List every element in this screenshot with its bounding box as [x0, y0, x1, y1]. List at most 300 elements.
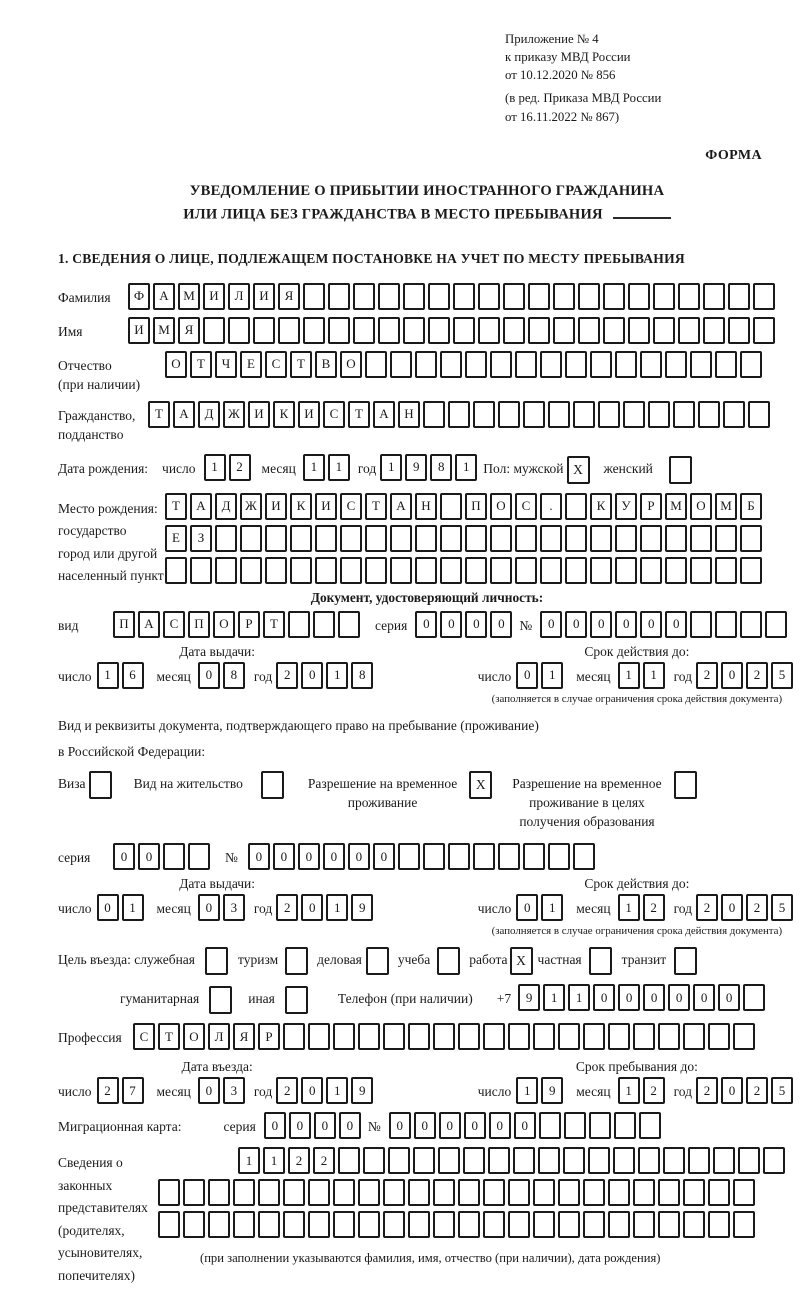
char-cell-empty[interactable] — [483, 1023, 505, 1050]
char-cell-empty[interactable] — [333, 1023, 355, 1050]
char-cell-filled[interactable]: И — [253, 283, 275, 310]
char-cell-filled[interactable]: С — [323, 401, 345, 428]
char-cell-filled[interactable]: 2 — [696, 662, 718, 689]
char-cell-empty[interactable] — [358, 1023, 380, 1050]
char-cell-empty[interactable] — [614, 1112, 636, 1139]
char-cell-empty[interactable] — [573, 843, 595, 870]
char-cell-empty[interactable] — [688, 1147, 710, 1174]
char-cell-filled[interactable]: 5 — [771, 894, 793, 921]
char-cell-filled[interactable]: 1 — [204, 454, 226, 481]
char-cell-filled[interactable]: О — [490, 493, 512, 520]
char-cell-empty[interactable] — [763, 1147, 785, 1174]
char-cell-filled[interactable]: 0 — [465, 611, 487, 638]
char-cell-filled[interactable]: И — [248, 401, 270, 428]
char-cell-filled[interactable]: 0 — [514, 1112, 536, 1139]
char-cell-empty[interactable] — [553, 283, 575, 310]
char-cell-empty[interactable] — [190, 557, 212, 584]
char-cell-empty[interactable] — [653, 283, 675, 310]
char-cell-empty[interactable] — [638, 1147, 660, 1174]
char-cell-empty[interactable] — [388, 1147, 410, 1174]
char-cell-filled[interactable]: 0 — [464, 1112, 486, 1139]
char-cell-filled[interactable]: 2 — [97, 1077, 119, 1104]
char-cell-empty[interactable] — [678, 317, 700, 344]
char-cell-filled[interactable]: Т — [148, 401, 170, 428]
char-cell-empty[interactable] — [708, 1211, 730, 1238]
char-cell-empty[interactable] — [608, 1179, 630, 1206]
char-cell-empty[interactable] — [465, 525, 487, 552]
char-cell-empty[interactable] — [333, 1211, 355, 1238]
char-cell-filled[interactable]: С — [265, 351, 287, 378]
char-cell-empty[interactable] — [413, 1147, 435, 1174]
char-cell-empty[interactable] — [658, 1179, 680, 1206]
char-cell-empty[interactable] — [353, 283, 375, 310]
char-cell-filled[interactable]: О — [183, 1023, 205, 1050]
char-cell-empty[interactable] — [683, 1179, 705, 1206]
char-cell-filled[interactable]: 0 — [414, 1112, 436, 1139]
char-cell-filled[interactable]: 2 — [313, 1147, 335, 1174]
char-cell-empty[interactable] — [403, 317, 425, 344]
checkbox-empty[interactable] — [205, 947, 228, 975]
char-cell-empty[interactable] — [703, 317, 725, 344]
char-cell-empty[interactable] — [623, 401, 645, 428]
char-cell-filled[interactable]: 0 — [198, 894, 220, 921]
char-cell-filled[interactable]: В — [315, 351, 337, 378]
char-cell-filled[interactable]: Д — [215, 493, 237, 520]
char-cell-filled[interactable]: М — [715, 493, 737, 520]
char-cell-filled[interactable]: А — [373, 401, 395, 428]
checkbox-empty[interactable] — [89, 771, 112, 799]
char-cell-empty[interactable] — [233, 1211, 255, 1238]
char-cell-empty[interactable] — [303, 317, 325, 344]
char-cell-filled[interactable]: Ч — [215, 351, 237, 378]
char-cell-filled[interactable]: 3 — [223, 1077, 245, 1104]
char-cell-empty[interactable] — [703, 283, 725, 310]
char-cell-empty[interactable] — [383, 1211, 405, 1238]
char-cell-empty[interactable] — [333, 1179, 355, 1206]
char-cell-filled[interactable]: 2 — [643, 1077, 665, 1104]
char-cell-filled[interactable]: 0 — [489, 1112, 511, 1139]
char-cell-empty[interactable] — [583, 1211, 605, 1238]
char-cell-empty[interactable] — [433, 1211, 455, 1238]
char-cell-filled[interactable]: 9 — [518, 984, 540, 1011]
char-cell-empty[interactable] — [540, 351, 562, 378]
char-cell-filled[interactable]: М — [665, 493, 687, 520]
char-cell-filled[interactable]: 0 — [415, 611, 437, 638]
checkbox-empty[interactable] — [674, 947, 697, 975]
char-cell-empty[interactable] — [315, 525, 337, 552]
char-cell-filled[interactable]: 0 — [615, 611, 637, 638]
char-cell-filled[interactable]: 0 — [490, 611, 512, 638]
checkbox-empty[interactable] — [285, 947, 308, 975]
char-cell-filled[interactable]: Т — [365, 493, 387, 520]
char-cell-empty[interactable] — [465, 351, 487, 378]
char-cell-empty[interactable] — [463, 1147, 485, 1174]
char-cell-empty[interactable] — [358, 1211, 380, 1238]
char-cell-empty[interactable] — [363, 1147, 385, 1174]
char-cell-filled[interactable]: 0 — [721, 662, 743, 689]
char-cell-empty[interactable] — [728, 317, 750, 344]
char-cell-empty[interactable] — [290, 525, 312, 552]
char-cell-empty[interactable] — [558, 1179, 580, 1206]
char-cell-filled[interactable]: 2 — [696, 1077, 718, 1104]
char-cell-empty[interactable] — [340, 525, 362, 552]
char-cell-empty[interactable] — [508, 1023, 530, 1050]
char-cell-empty[interactable] — [338, 1147, 360, 1174]
char-cell-empty[interactable] — [440, 525, 462, 552]
char-cell-empty[interactable] — [365, 557, 387, 584]
char-cell-filled[interactable]: А — [190, 493, 212, 520]
char-cell-filled[interactable]: Р — [238, 611, 260, 638]
char-cell-empty[interactable] — [473, 401, 495, 428]
char-cell-empty[interactable] — [183, 1211, 205, 1238]
char-cell-filled[interactable]: 0 — [323, 843, 345, 870]
char-cell-filled[interactable]: Д — [198, 401, 220, 428]
char-cell-empty[interactable] — [698, 401, 720, 428]
char-cell-filled[interactable]: 0 — [718, 984, 740, 1011]
char-cell-filled[interactable]: 1 — [380, 454, 402, 481]
char-cell-empty[interactable] — [228, 317, 250, 344]
char-cell-filled[interactable]: У — [615, 493, 637, 520]
char-cell-filled[interactable]: 2 — [276, 894, 298, 921]
char-cell-empty[interactable] — [548, 401, 570, 428]
char-cell-filled[interactable]: 1 — [618, 662, 640, 689]
char-cell-filled[interactable]: Е — [165, 525, 187, 552]
char-cell-empty[interactable] — [423, 401, 445, 428]
char-cell-filled[interactable]: 1 — [303, 454, 325, 481]
char-cell-empty[interactable] — [533, 1179, 555, 1206]
char-cell-empty[interactable] — [215, 525, 237, 552]
char-cell-empty[interactable] — [503, 283, 525, 310]
char-cell-empty[interactable] — [673, 401, 695, 428]
char-cell-empty[interactable] — [640, 351, 662, 378]
char-cell-filled[interactable]: Н — [398, 401, 420, 428]
char-cell-filled[interactable]: 2 — [696, 894, 718, 921]
char-cell-empty[interactable] — [690, 611, 712, 638]
char-cell-empty[interactable] — [590, 557, 612, 584]
char-cell-filled[interactable]: О — [213, 611, 235, 638]
char-cell-filled[interactable]: 0 — [373, 843, 395, 870]
char-cell-empty[interactable] — [558, 1023, 580, 1050]
char-cell-empty[interactable] — [653, 317, 675, 344]
char-cell-filled[interactable]: И — [265, 493, 287, 520]
char-cell-filled[interactable]: 0 — [516, 894, 538, 921]
char-cell-filled[interactable]: Ж — [240, 493, 262, 520]
char-cell-empty[interactable] — [558, 1211, 580, 1238]
char-cell-filled[interactable]: 1 — [455, 454, 477, 481]
char-cell-filled[interactable]: 0 — [301, 894, 323, 921]
char-cell-empty[interactable] — [615, 351, 637, 378]
char-cell-empty[interactable] — [498, 401, 520, 428]
char-cell-filled[interactable]: 1 — [568, 984, 590, 1011]
char-cell-filled[interactable]: 0 — [113, 843, 135, 870]
char-cell-empty[interactable] — [563, 1147, 585, 1174]
char-cell-empty[interactable] — [163, 843, 185, 870]
char-cell-empty[interactable] — [615, 525, 637, 552]
char-cell-empty[interactable] — [283, 1023, 305, 1050]
char-cell-empty[interactable] — [740, 557, 762, 584]
char-cell-filled[interactable]: 5 — [771, 1077, 793, 1104]
char-cell-empty[interactable] — [328, 283, 350, 310]
char-cell-empty[interactable] — [503, 317, 525, 344]
char-cell-filled[interactable]: 0 — [289, 1112, 311, 1139]
char-cell-empty[interactable] — [523, 401, 545, 428]
char-cell-filled[interactable]: Л — [208, 1023, 230, 1050]
char-cell-empty[interactable] — [390, 525, 412, 552]
char-cell-filled[interactable]: 0 — [138, 843, 160, 870]
char-cell-empty[interactable] — [715, 557, 737, 584]
char-cell-filled[interactable]: 0 — [248, 843, 270, 870]
char-cell-empty[interactable] — [490, 351, 512, 378]
char-cell-empty[interactable] — [498, 843, 520, 870]
char-cell-empty[interactable] — [473, 843, 495, 870]
char-cell-empty[interactable] — [753, 283, 775, 310]
char-cell-empty[interactable] — [738, 1147, 760, 1174]
char-cell-filled[interactable]: С — [133, 1023, 155, 1050]
char-cell-filled[interactable]: Б — [740, 493, 762, 520]
char-cell-empty[interactable] — [490, 525, 512, 552]
char-cell-filled[interactable]: 7 — [122, 1077, 144, 1104]
char-cell-empty[interactable] — [533, 1023, 555, 1050]
char-cell-empty[interactable] — [658, 1023, 680, 1050]
char-cell-filled[interactable]: . — [540, 493, 562, 520]
char-cell-empty[interactable] — [588, 1147, 610, 1174]
char-cell-filled[interactable]: 2 — [276, 662, 298, 689]
char-cell-empty[interactable] — [465, 557, 487, 584]
char-cell-filled[interactable]: А — [173, 401, 195, 428]
char-cell-empty[interactable] — [615, 557, 637, 584]
char-cell-filled[interactable]: 5 — [771, 662, 793, 689]
char-cell-filled[interactable]: С — [515, 493, 537, 520]
char-cell-filled[interactable]: 2 — [229, 454, 251, 481]
char-cell-empty[interactable] — [353, 317, 375, 344]
char-cell-filled[interactable]: Я — [233, 1023, 255, 1050]
char-cell-empty[interactable] — [408, 1211, 430, 1238]
char-cell-filled[interactable]: Л — [228, 283, 250, 310]
char-cell-empty[interactable] — [423, 843, 445, 870]
char-cell-filled[interactable]: 0 — [665, 611, 687, 638]
char-cell-empty[interactable] — [523, 843, 545, 870]
char-cell-empty[interactable] — [608, 1023, 630, 1050]
char-cell-empty[interactable] — [378, 317, 400, 344]
char-cell-empty[interactable] — [589, 1112, 611, 1139]
char-cell-filled[interactable]: 1 — [326, 1077, 348, 1104]
char-cell-filled[interactable]: 0 — [721, 1077, 743, 1104]
char-cell-empty[interactable] — [553, 317, 575, 344]
char-cell-filled[interactable]: 9 — [405, 454, 427, 481]
char-cell-empty[interactable] — [665, 351, 687, 378]
char-cell-empty[interactable] — [708, 1023, 730, 1050]
char-cell-empty[interactable] — [390, 351, 412, 378]
char-cell-empty[interactable] — [573, 401, 595, 428]
char-cell-empty[interactable] — [690, 557, 712, 584]
char-cell-filled[interactable]: П — [113, 611, 135, 638]
char-cell-filled[interactable]: 0 — [97, 894, 119, 921]
char-cell-empty[interactable] — [628, 283, 650, 310]
char-cell-empty[interactable] — [590, 351, 612, 378]
char-cell-empty[interactable] — [708, 1179, 730, 1206]
char-cell-filled[interactable]: А — [138, 611, 160, 638]
checkbox-empty[interactable] — [589, 947, 612, 975]
char-cell-empty[interactable] — [258, 1179, 280, 1206]
char-cell-empty[interactable] — [765, 611, 787, 638]
char-cell-filled[interactable]: 0 — [314, 1112, 336, 1139]
char-cell-filled[interactable]: 0 — [439, 1112, 461, 1139]
char-cell-empty[interactable] — [315, 557, 337, 584]
char-cell-filled[interactable]: 2 — [643, 894, 665, 921]
char-cell-empty[interactable] — [365, 351, 387, 378]
char-cell-empty[interactable] — [215, 557, 237, 584]
char-cell-empty[interactable] — [715, 525, 737, 552]
char-cell-empty[interactable] — [633, 1179, 655, 1206]
char-cell-empty[interactable] — [490, 557, 512, 584]
char-cell-filled[interactable]: 9 — [541, 1077, 563, 1104]
char-cell-empty[interactable] — [483, 1179, 505, 1206]
char-cell-empty[interactable] — [358, 1179, 380, 1206]
char-cell-filled[interactable]: 0 — [668, 984, 690, 1011]
char-cell-empty[interactable] — [165, 557, 187, 584]
char-cell-filled[interactable]: М — [153, 317, 175, 344]
char-cell-filled[interactable]: Т — [190, 351, 212, 378]
char-cell-empty[interactable] — [240, 557, 262, 584]
char-cell-empty[interactable] — [548, 843, 570, 870]
char-cell-empty[interactable] — [733, 1023, 755, 1050]
char-cell-empty[interactable] — [565, 525, 587, 552]
char-cell-empty[interactable] — [733, 1211, 755, 1238]
char-cell-filled[interactable]: 0 — [198, 1077, 220, 1104]
char-cell-filled[interactable]: 1 — [618, 894, 640, 921]
char-cell-empty[interactable] — [365, 525, 387, 552]
char-cell-empty[interactable] — [278, 317, 300, 344]
char-cell-empty[interactable] — [740, 351, 762, 378]
char-cell-empty[interactable] — [265, 525, 287, 552]
char-cell-filled[interactable]: 3 — [223, 894, 245, 921]
char-cell-empty[interactable] — [565, 493, 587, 520]
char-cell-empty[interactable] — [458, 1211, 480, 1238]
char-cell-filled[interactable]: 1 — [541, 894, 563, 921]
char-cell-empty[interactable] — [438, 1147, 460, 1174]
char-cell-filled[interactable]: 2 — [276, 1077, 298, 1104]
char-cell-filled[interactable]: Т — [165, 493, 187, 520]
char-cell-empty[interactable] — [690, 351, 712, 378]
char-cell-empty[interactable] — [253, 317, 275, 344]
char-cell-filled[interactable]: 0 — [264, 1112, 286, 1139]
char-cell-empty[interactable] — [440, 493, 462, 520]
char-cell-empty[interactable] — [338, 611, 360, 638]
char-cell-empty[interactable] — [540, 557, 562, 584]
char-cell-filled[interactable]: О — [690, 493, 712, 520]
char-cell-empty[interactable] — [678, 283, 700, 310]
char-cell-empty[interactable] — [378, 283, 400, 310]
char-cell-empty[interactable] — [458, 1179, 480, 1206]
char-cell-filled[interactable]: 0 — [590, 611, 612, 638]
char-cell-filled[interactable]: Я — [178, 317, 200, 344]
checkbox-empty[interactable] — [366, 947, 389, 975]
char-cell-empty[interactable] — [433, 1179, 455, 1206]
char-cell-filled[interactable]: 0 — [618, 984, 640, 1011]
char-cell-empty[interactable] — [515, 525, 537, 552]
char-cell-empty[interactable] — [240, 525, 262, 552]
char-cell-empty[interactable] — [458, 1023, 480, 1050]
char-cell-filled[interactable]: М — [178, 283, 200, 310]
char-cell-empty[interactable] — [383, 1023, 405, 1050]
char-cell-filled[interactable]: 1 — [516, 1077, 538, 1104]
char-cell-empty[interactable] — [665, 557, 687, 584]
char-cell-filled[interactable]: 8 — [430, 454, 452, 481]
char-cell-filled[interactable]: 0 — [693, 984, 715, 1011]
char-cell-empty[interactable] — [663, 1147, 685, 1174]
char-cell-empty[interactable] — [740, 611, 762, 638]
char-cell-empty[interactable] — [488, 1147, 510, 1174]
char-cell-filled[interactable]: К — [590, 493, 612, 520]
char-cell-empty[interactable] — [578, 283, 600, 310]
char-cell-empty[interactable] — [639, 1112, 661, 1139]
checkbox-empty[interactable] — [437, 947, 460, 975]
char-cell-filled[interactable]: О — [340, 351, 362, 378]
char-cell-empty[interactable] — [564, 1112, 586, 1139]
char-cell-empty[interactable] — [440, 351, 462, 378]
char-cell-empty[interactable] — [308, 1179, 330, 1206]
char-cell-empty[interactable] — [565, 351, 587, 378]
char-cell-filled[interactable]: Ф — [128, 283, 150, 310]
char-cell-empty[interactable] — [715, 351, 737, 378]
char-cell-filled[interactable]: 1 — [326, 894, 348, 921]
char-cell-empty[interactable] — [690, 525, 712, 552]
char-cell-filled[interactable]: Т — [348, 401, 370, 428]
char-cell-filled[interactable]: 0 — [565, 611, 587, 638]
char-cell-empty[interactable] — [283, 1179, 305, 1206]
char-cell-empty[interactable] — [528, 317, 550, 344]
char-cell-filled[interactable]: 0 — [721, 894, 743, 921]
char-cell-empty[interactable] — [628, 317, 650, 344]
char-cell-filled[interactable]: 9 — [351, 894, 373, 921]
checkbox-empty[interactable] — [209, 986, 232, 1014]
char-cell-empty[interactable] — [715, 611, 737, 638]
char-cell-empty[interactable] — [603, 317, 625, 344]
char-cell-filled[interactable]: 1 — [97, 662, 119, 689]
char-cell-empty[interactable] — [440, 557, 462, 584]
checkbox-empty[interactable] — [669, 456, 692, 484]
char-cell-filled[interactable]: Я — [278, 283, 300, 310]
char-cell-filled[interactable]: 1 — [328, 454, 350, 481]
char-cell-filled[interactable]: 0 — [198, 662, 220, 689]
char-cell-empty[interactable] — [265, 557, 287, 584]
char-cell-filled[interactable]: Т — [290, 351, 312, 378]
char-cell-filled[interactable]: И — [298, 401, 320, 428]
char-cell-empty[interactable] — [565, 557, 587, 584]
char-cell-filled[interactable]: 8 — [351, 662, 373, 689]
char-cell-filled[interactable]: И — [203, 283, 225, 310]
char-cell-empty[interactable] — [398, 843, 420, 870]
char-cell-filled[interactable]: 0 — [640, 611, 662, 638]
char-cell-empty[interactable] — [578, 317, 600, 344]
char-cell-filled[interactable]: К — [290, 493, 312, 520]
char-cell-filled[interactable]: 0 — [593, 984, 615, 1011]
char-cell-empty[interactable] — [208, 1211, 230, 1238]
char-cell-filled[interactable]: Е — [240, 351, 262, 378]
char-cell-empty[interactable] — [728, 283, 750, 310]
char-cell-empty[interactable] — [383, 1179, 405, 1206]
char-cell-empty[interactable] — [308, 1211, 330, 1238]
char-cell-filled[interactable]: 0 — [540, 611, 562, 638]
char-cell-empty[interactable] — [539, 1112, 561, 1139]
char-cell-filled[interactable]: 0 — [301, 1077, 323, 1104]
checkbox-checked[interactable]: X — [567, 456, 590, 484]
char-cell-empty[interactable] — [658, 1211, 680, 1238]
char-cell-empty[interactable] — [183, 1179, 205, 1206]
char-cell-filled[interactable]: 0 — [440, 611, 462, 638]
char-cell-empty[interactable] — [648, 401, 670, 428]
char-cell-filled[interactable]: Н — [415, 493, 437, 520]
